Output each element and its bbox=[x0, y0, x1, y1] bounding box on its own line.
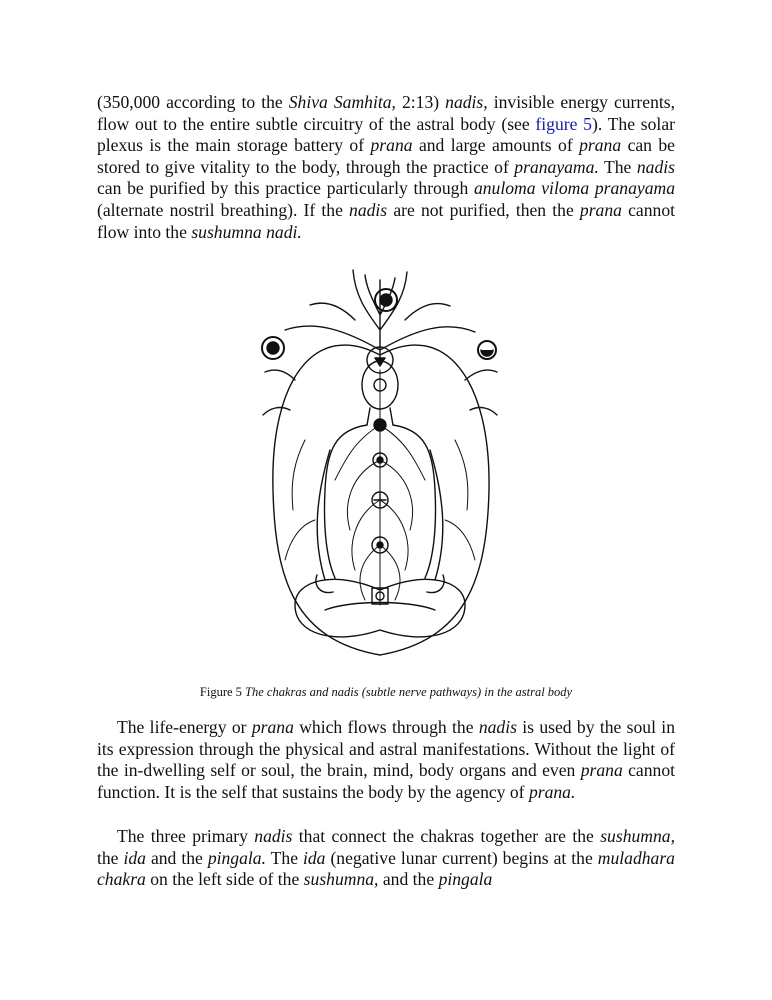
text-run: ). The solar plexus is the main storage battery of bbox=[97, 113, 675, 156]
text-run: The three primary bbox=[117, 826, 255, 846]
text-run-italic: Shiva Samhita, bbox=[288, 92, 396, 112]
text-run: and the bbox=[145, 847, 208, 868]
text-run: The life-energy or bbox=[117, 717, 252, 737]
text-run-italic: sushumna, bbox=[303, 869, 379, 890]
text-run: is used by the soul in its expression through the physical and astral manifestations. Without the light of the in-dwelling self or soul, the brain, mind, body organs and even bbox=[97, 717, 675, 781]
figure-caption-label: Figure 5 bbox=[199, 685, 246, 699]
text-run-italic: sushumna nadi. bbox=[191, 221, 302, 242]
text-run-italic: nadis bbox=[349, 199, 388, 220]
text-run-italic: prana bbox=[580, 760, 623, 781]
text-run-italic: prana bbox=[251, 717, 294, 737]
text-run-italic: pranayama. bbox=[514, 156, 599, 177]
text-run-italic: ida bbox=[302, 847, 326, 868]
text-run: which flows through the bbox=[293, 717, 479, 737]
text-run-italic: sushumna, bbox=[600, 826, 675, 846]
paragraph-life-energy bbox=[97, 717, 675, 803]
paragraph-primary-nadis bbox=[97, 826, 675, 891]
text-run-italic: prana bbox=[579, 199, 622, 220]
text-run-italic: prana. bbox=[528, 781, 576, 802]
figure-5-link[interactable]: figure 5 bbox=[535, 113, 592, 134]
text-run: the bbox=[97, 847, 124, 868]
text-run: can be stored to give vitality to the body, through the practice of bbox=[97, 135, 675, 177]
text-run-italic: anuloma viloma pranayama bbox=[473, 178, 675, 199]
text-run: that connect the chakras together are the bbox=[292, 826, 601, 846]
text-run: The bbox=[265, 847, 303, 868]
text-run-italic: pingala bbox=[438, 869, 493, 890]
chakra-figure-illustration bbox=[255, 260, 505, 668]
text-run: (negative lunar current) begins at the bbox=[325, 847, 598, 868]
text-run: can be purified by this practice particularly through bbox=[97, 178, 474, 199]
text-run: are not purified, then the bbox=[387, 199, 580, 220]
text-run: 2:13) bbox=[395, 92, 446, 112]
text-run-italic: muladhara chakra bbox=[97, 847, 675, 890]
text-run: and the bbox=[378, 869, 439, 890]
text-run-italic: prana bbox=[370, 135, 413, 156]
figure-caption-text: The chakras and nadis (subtle nerve pathways) in the astral body bbox=[245, 685, 573, 699]
text-run-italic: nadis bbox=[478, 717, 517, 737]
text-run: on the left side of the bbox=[145, 869, 304, 890]
text-run-italic: prana bbox=[579, 135, 622, 156]
text-run-italic: nadis bbox=[636, 156, 675, 177]
text-run: The bbox=[598, 156, 637, 177]
text-run-italic: nadis bbox=[254, 826, 293, 846]
text-run-italic: ida bbox=[123, 847, 146, 868]
text-run-italic: nadis, bbox=[445, 92, 488, 112]
text-run: and large amounts of bbox=[412, 135, 580, 156]
text-run: (350,000 according to the bbox=[97, 92, 289, 112]
paragraph-nadis-intro bbox=[97, 92, 675, 243]
figure-caption bbox=[0, 685, 772, 700]
text-run-italic: pingala. bbox=[207, 847, 266, 868]
text-run: cannot function. It is the self that sustains the body by the agency of bbox=[97, 760, 676, 802]
text-run: (alternate nostril breathing). If the bbox=[97, 199, 350, 220]
text-run: cannot flow into the bbox=[97, 199, 675, 242]
text-run: invisible energy currents, flow out to the entire subtle circuitry of the astral body (see bbox=[97, 92, 676, 134]
